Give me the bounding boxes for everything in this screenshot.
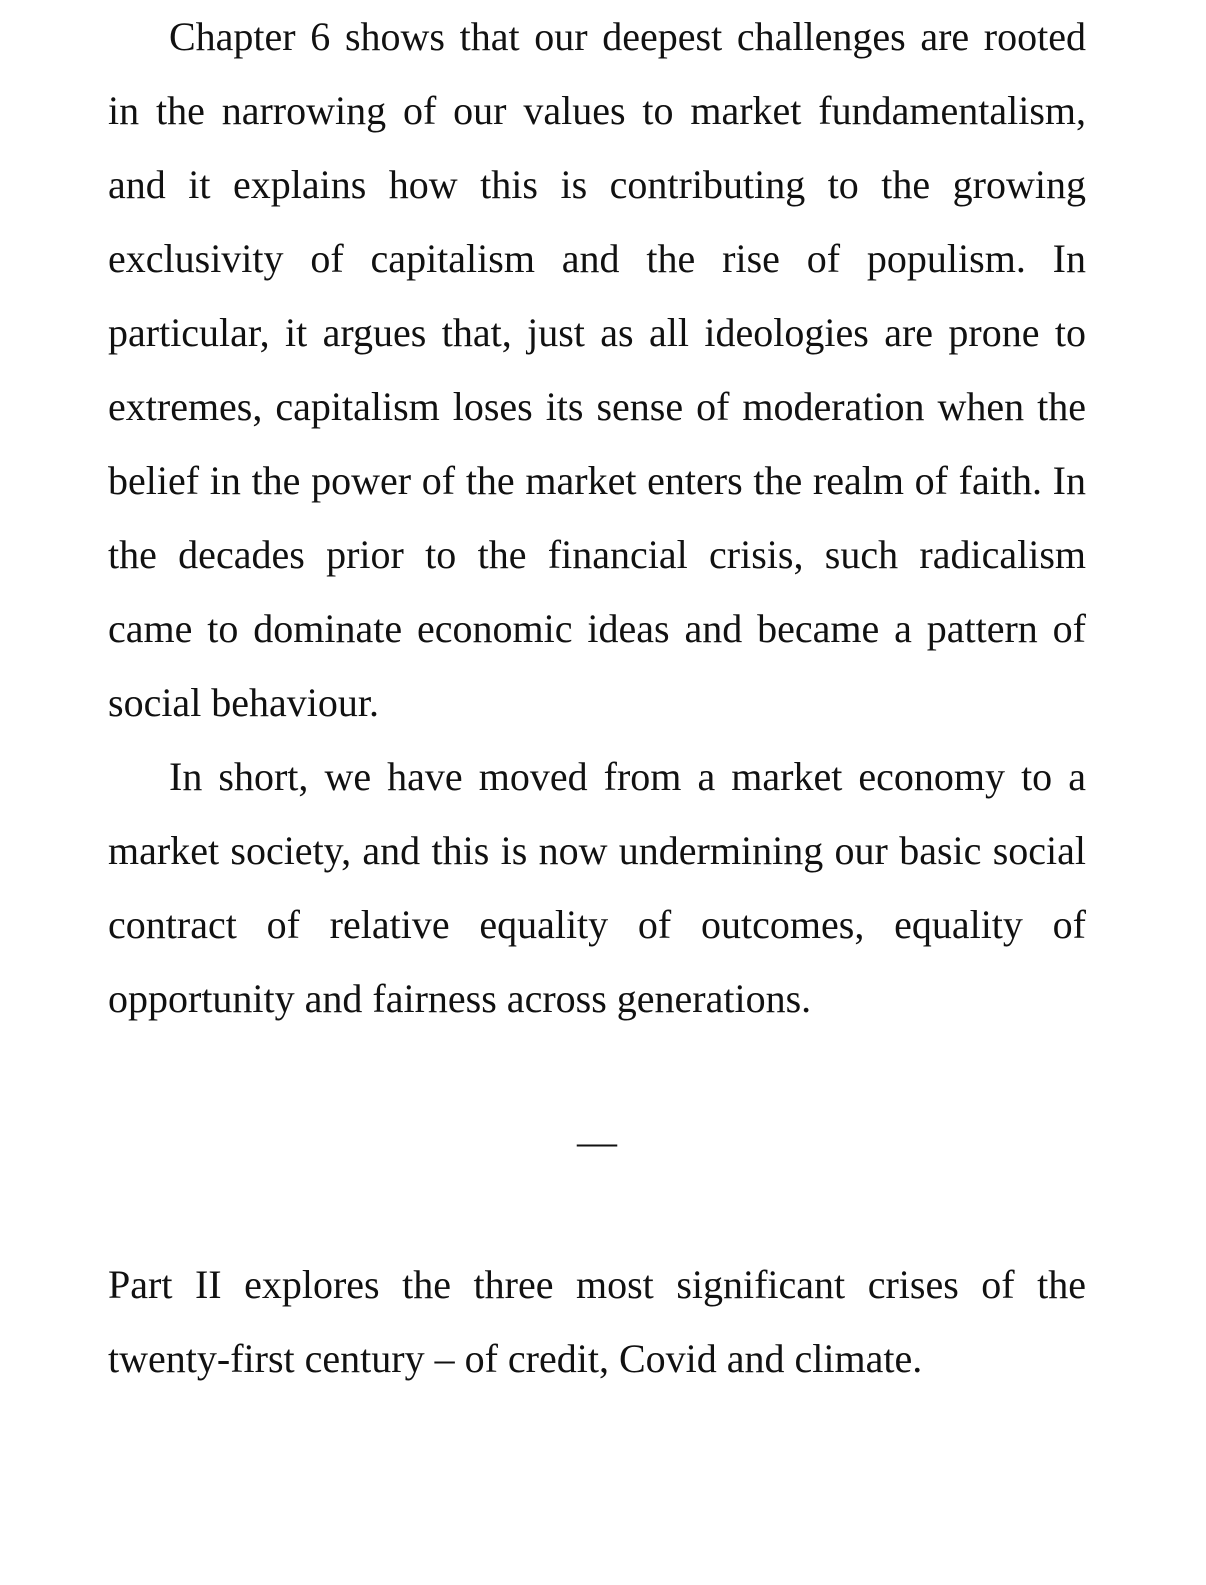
- paragraph-chapter-6: Chapter 6 shows that our deepest challenges are rooted in the narrowing of our values to market fundamentalism, and it explains how this is contributing to the growing exclusivity of capitalism and the rise of populism. In particular, it argues that, just as all ideologies are prone to extremes, capitalism loses its sense of moderation when the belief in the power of the market enters the realm of faith. In the decades prior to the financial crisis, such radicalism came to dominate economic ideas and became a pattern of social behaviour.: [108, 14, 1086, 725]
- page-text: [108, 0, 1086, 1396]
- section-separator: —: [577, 1119, 617, 1164]
- paragraph-market-society: In short, we have moved from a market economy to a market society, and this is now undermining our basic social contract of relative equality of outcomes, equality of opportunity and fairness across generations.: [108, 754, 1086, 1021]
- paragraph-part-ii: Part II explores the three most significant crises of the twenty-first century – of credit, Covid and climate.: [108, 1262, 1086, 1381]
